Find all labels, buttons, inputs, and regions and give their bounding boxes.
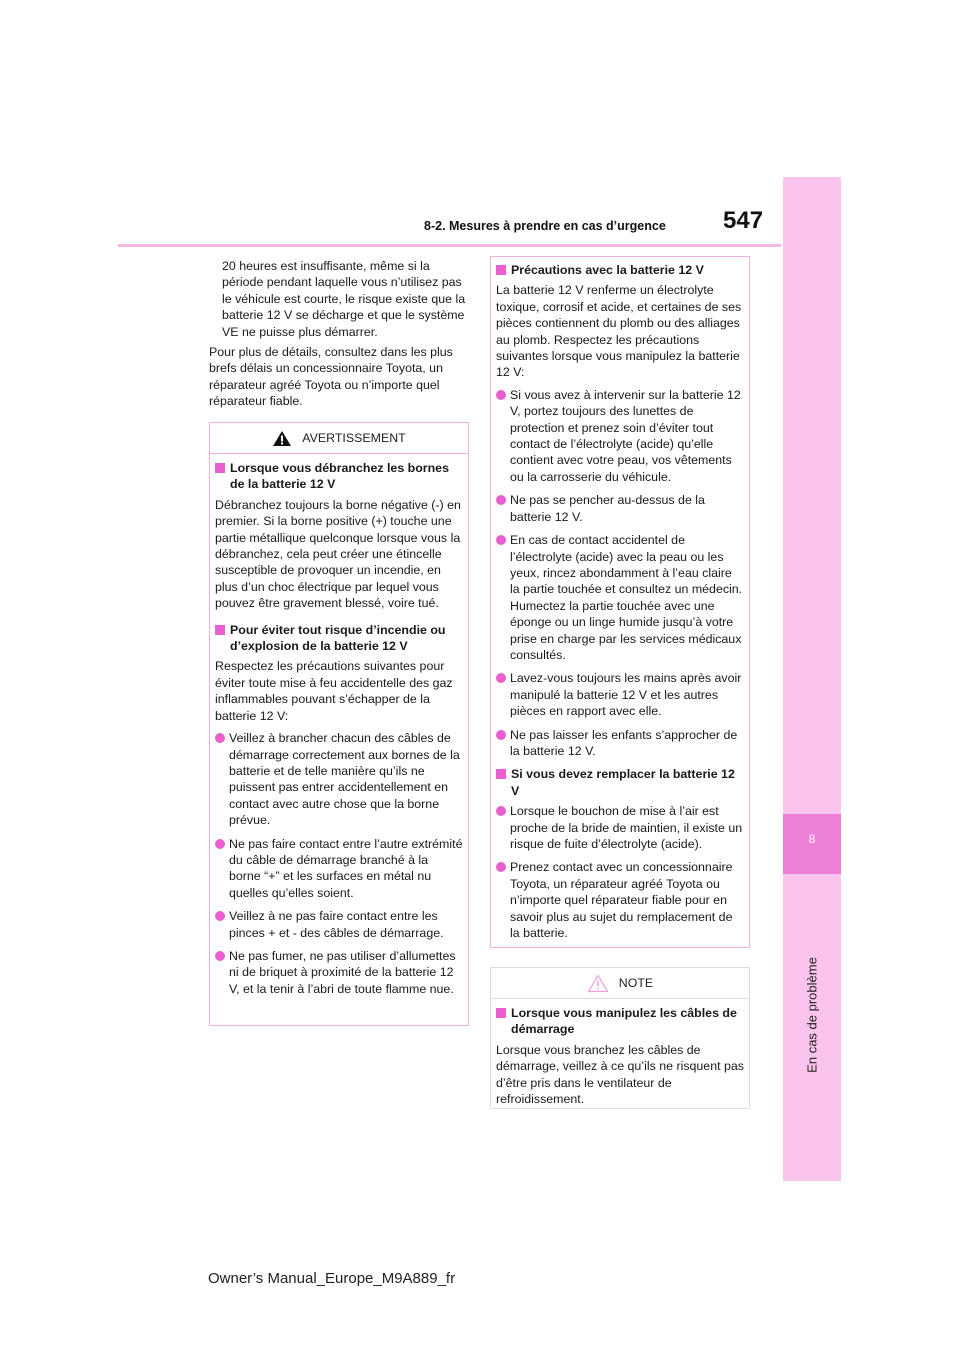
square-bullet-icon xyxy=(496,769,506,779)
paragraph: Lorsque vous branchez les câbles de démarrage, veillez à ce qu’ils ne risquent pas d’être pris dans le ventilateur de refroidissement. xyxy=(496,1042,744,1107)
note-box xyxy=(490,967,750,1109)
list-item: Si vous avez à intervenir sur la batterie 12 V, portez toujours des lunettes de protection et prenez soin d’éviter tout contact de l’électrolyte (acide) qu’elle contient avec votre peau, vos vêtements ou la carrosserie du véhicule. xyxy=(496,387,744,485)
circle-bullet-icon xyxy=(496,390,506,400)
manual-id-footer: Owner’s Manual_Europe_M9A889_fr xyxy=(208,1270,456,1287)
square-bullet-icon xyxy=(496,1008,506,1018)
list-item: Veillez à brancher chacun des câbles de démarrage correctement aux bornes de la batterie et de telle manière qu’ils ne puissent pas entrer accidentellement en contact avec autre chose que la borne prévue. xyxy=(215,730,463,828)
list-item: Lorsque le bouchon de mise à l’air est proche de la bride de maintien, il existe un risque de fuite d’électrolyte (acide). xyxy=(496,803,744,852)
precautions-box xyxy=(490,256,750,948)
circle-bullet-icon xyxy=(496,495,506,505)
list-item: Veillez à ne pas faire contact entre les pinces + et - des câbles de démarrage. xyxy=(215,908,463,941)
left-column-text xyxy=(209,258,467,410)
paragraph: Respectez les précautions suivantes pour éviter toute mise à feu accidentelle des gaz inflammables pouvant s’échapper de la batterie 12 V: xyxy=(215,659,453,723)
paragraph: La batterie 12 V renferme un électrolyte toxique, corrosif et acide, et certaines de ses pièces contiennent du plomb ou des alliages au plomb. Respectez les précautions suivantes lorsque vous manipulez la batterie 12 V: xyxy=(496,283,742,380)
caution-triangle-icon xyxy=(587,974,609,993)
page-number: 547 xyxy=(723,207,764,234)
section-heading: Pour éviter tout risque d’incendie ou d’explosion de la batterie 12 V xyxy=(215,622,463,655)
square-bullet-icon xyxy=(215,463,225,473)
warning-box xyxy=(209,422,469,1026)
warning-box-title: AVERTISSEMENT xyxy=(302,431,406,445)
section-title: 8-2. Mesures à prendre en cas d’urgence xyxy=(424,219,666,233)
details-paragraph: Pour plus de détails, consultez dans les plus brefs délais un concessionnaire Toyota, un réparateur agréé Toyota ou n’importe quel réparateur fiable. xyxy=(209,345,453,409)
square-bullet-icon xyxy=(496,265,506,275)
warning-box-body xyxy=(210,454,468,997)
list-item: Ne pas se pencher au-dessus de la batterie 12 V. xyxy=(496,492,744,525)
circle-bullet-icon xyxy=(496,673,506,683)
chapter-number: 8 xyxy=(808,832,816,846)
note-box-body xyxy=(491,999,749,1107)
warning-box-header xyxy=(210,423,468,454)
list-item: Ne pas laisser les enfants s’approcher de la batterie 12 V. xyxy=(496,727,744,760)
warning-triangle-icon xyxy=(272,430,292,447)
circle-bullet-icon xyxy=(215,839,225,849)
note-box-header xyxy=(491,968,749,999)
paragraph: Débranchez toujours la borne négative (-) en premier. Si la borne positive (+) touche une partie métallique quelconque lorsque vous la débranchez, cela peut créer une étincelle susceptible de provoquer un incendie, en plus d’un choc électrique par lequel vous pouvez être gravement blessé, voire tué. xyxy=(215,497,461,611)
section-heading: Précautions avec la batterie 12 V xyxy=(496,262,744,278)
chapter-title: En cas de problème xyxy=(804,957,820,1073)
note-box-title: NOTE xyxy=(618,976,654,990)
header-divider xyxy=(118,244,781,247)
list-item: Ne pas fumer, ne pas utiliser d’allumettes ni de briquet à proximité de la batterie 12 V, et la tenir à l’abri de toute flamme nue. xyxy=(215,948,463,997)
circle-bullet-icon xyxy=(496,806,506,816)
circle-bullet-icon xyxy=(215,951,225,961)
precautions-box-body xyxy=(491,257,749,941)
circle-bullet-icon xyxy=(496,862,506,872)
section-heading: Lorsque vous débranchez les bornes de la batterie 12 V xyxy=(215,460,463,493)
list-item: Prenez contact avec un concessionnaire Toyota, un réparateur agréé Toyota ou n’importe quel réparateur fiable pour en savoir plus au sujet du remplacement de la batterie. xyxy=(496,859,744,941)
circle-bullet-icon xyxy=(496,535,506,545)
square-bullet-icon xyxy=(215,625,225,635)
list-item: En cas de contact accidentel de l’électrolyte (acide) avec la peau ou les yeux, rincez abondamment à l’eau claire la partie touchée et consultez un médecin. Humectez la partie touchée avec une éponge ou un linge humide jusqu’à votre prise en charge par les services médicaux consultés. xyxy=(496,532,744,663)
circle-bullet-icon xyxy=(496,730,506,740)
section-heading: Si vous devez remplacer la batterie 12 V xyxy=(496,766,744,799)
list-item: Ne pas faire contact entre l’autre extrémité du câble de démarrage branché à la borne “+” et les surfaces en métal nu quelles qu’elles soient. xyxy=(215,836,463,902)
continued-paragraph: 20 heures est insuffisante, même si la période pendant laquelle vous n’utilisez pas le véhicule est courte, le risque existe que la batterie 12 V se décharge et que le système VE ne puisse plus démarrer. xyxy=(222,259,466,339)
section-heading: Lorsque vous manipulez les câbles de démarrage xyxy=(496,1005,744,1038)
circle-bullet-icon xyxy=(215,733,225,743)
list-item: Lavez-vous toujours les mains après avoir manipulé la batterie 12 V et les autres pièces en rapport avec elle. xyxy=(496,670,744,719)
circle-bullet-icon xyxy=(215,911,225,921)
